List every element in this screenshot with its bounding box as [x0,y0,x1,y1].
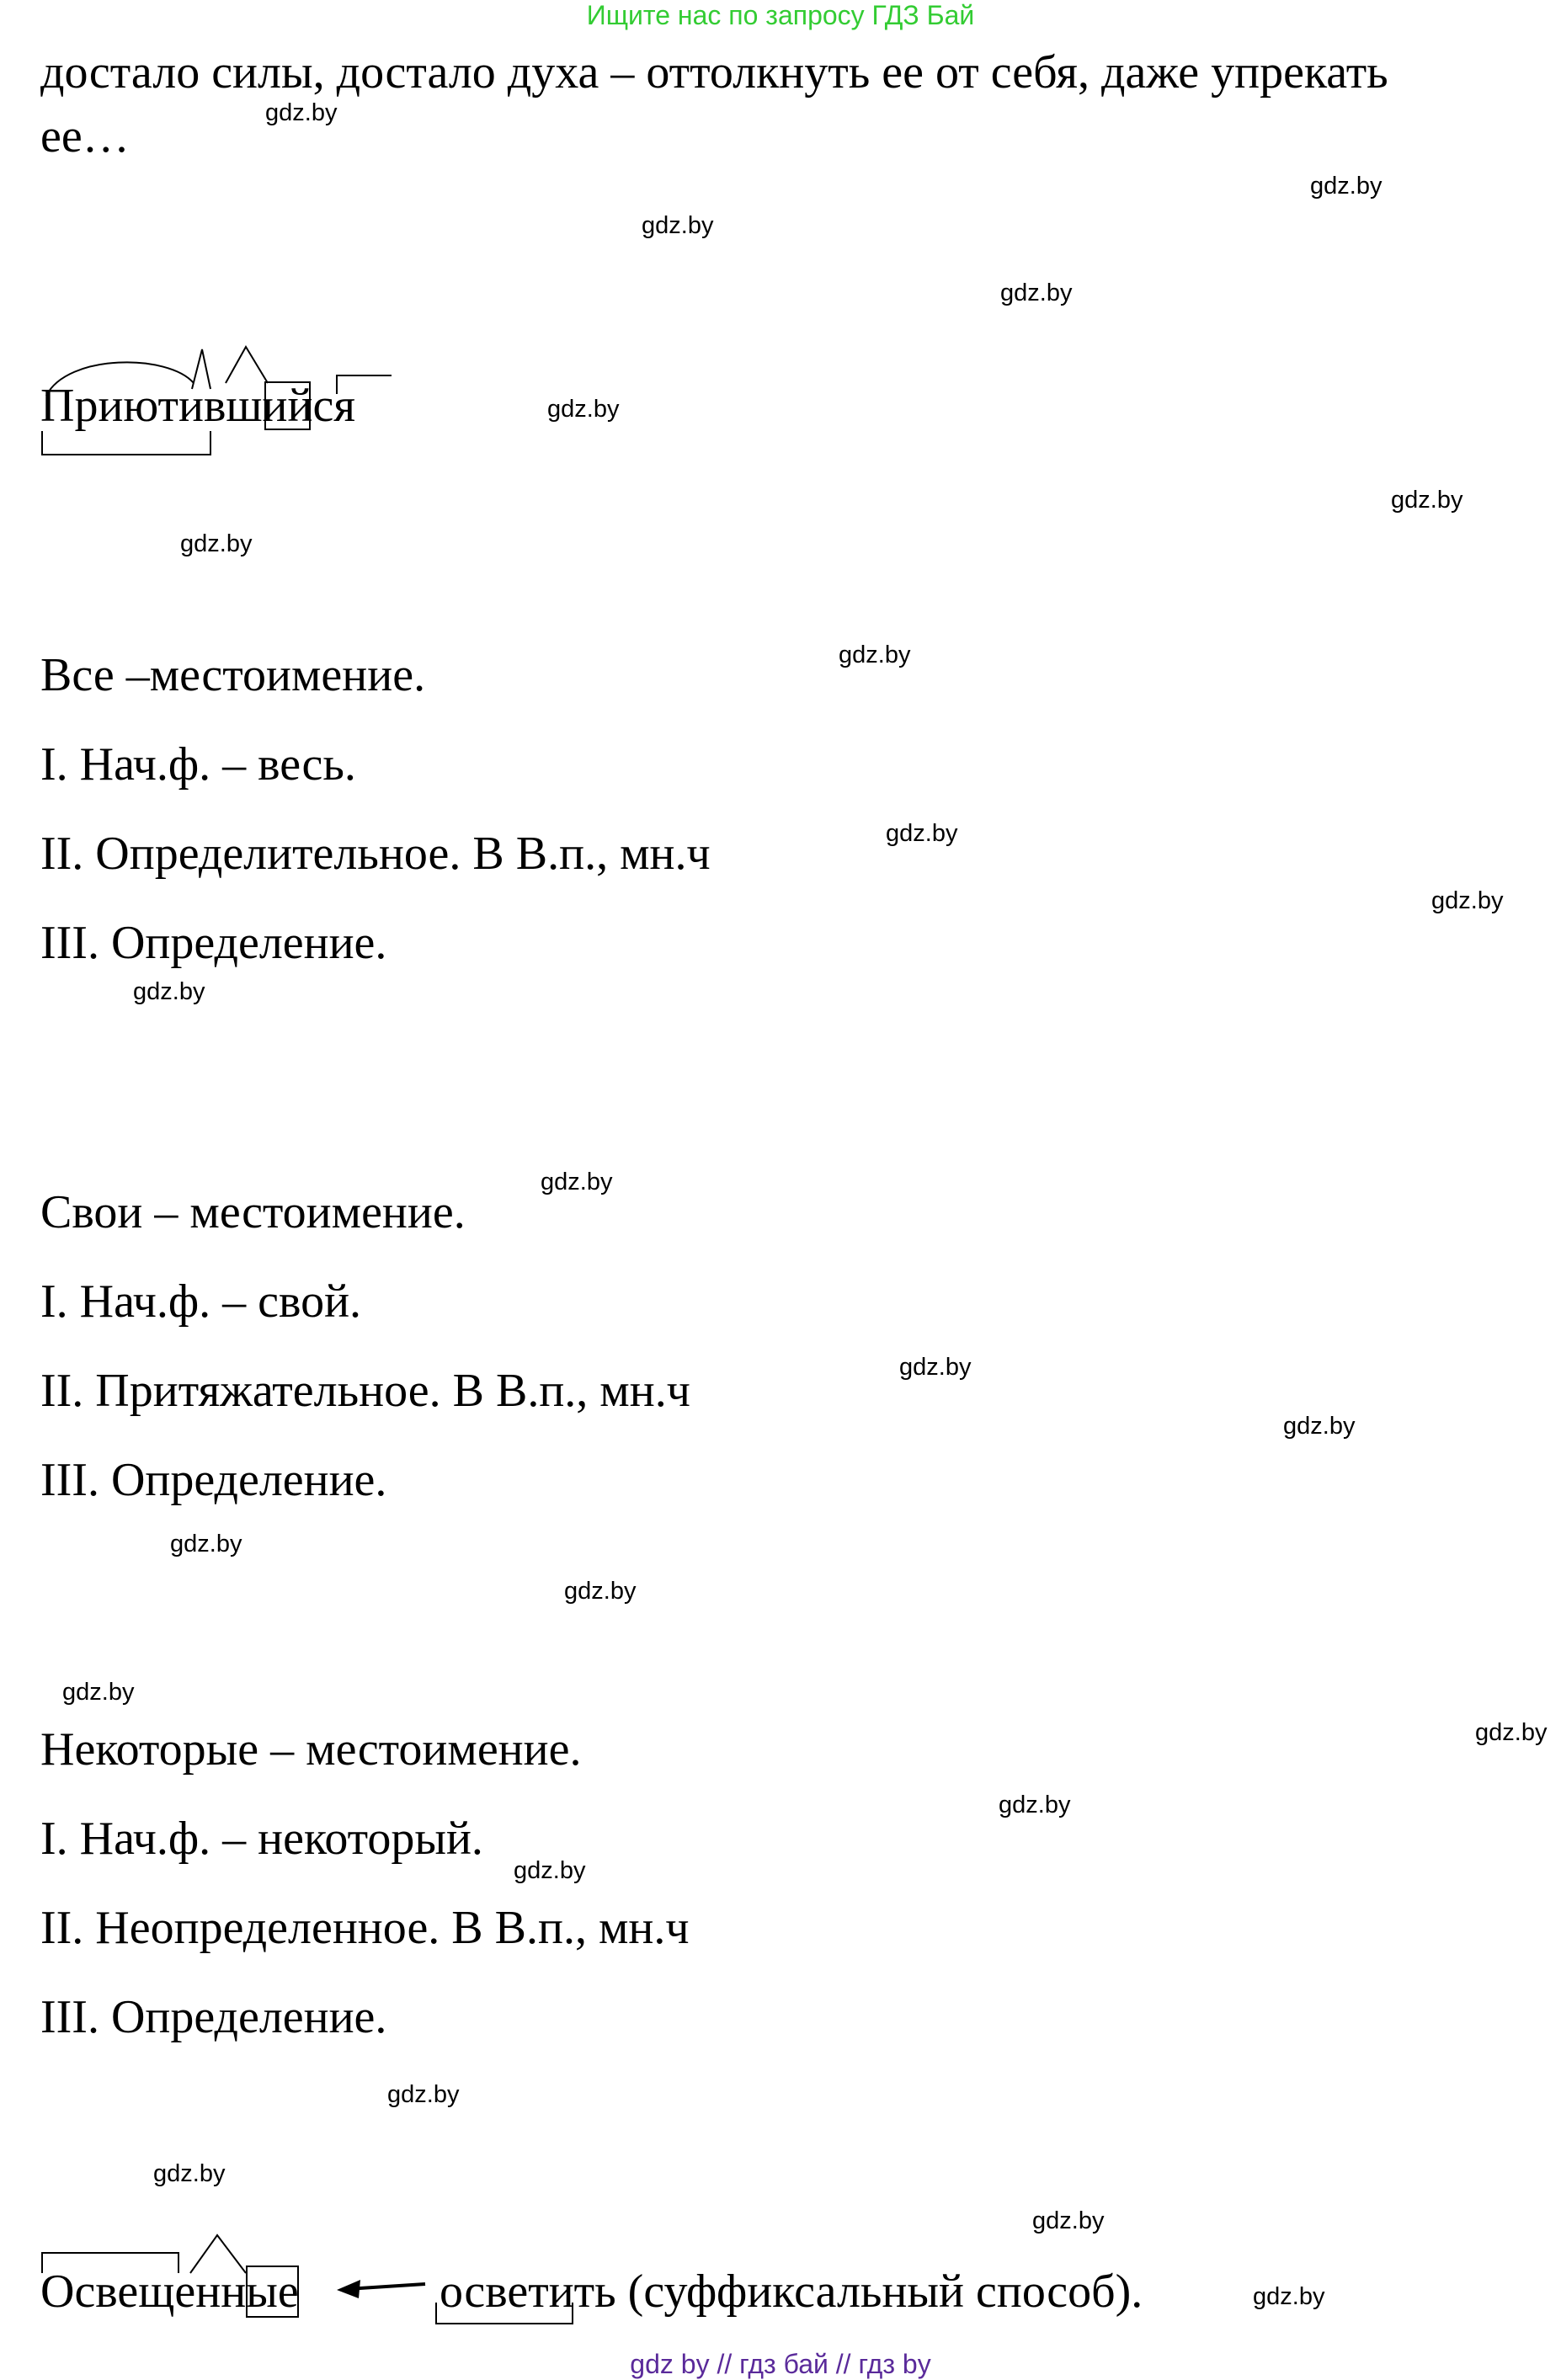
morph-word-priyutivshiysya [40,379,355,433]
suffix-mark-2 [226,347,268,383]
watermark: gdz.by [1032,2207,1105,2234]
morph-source: осветить (суффиксальный способ). [440,2266,1143,2318]
watermark: gdz.by [999,1792,1071,1818]
morph-ending: ий [262,380,313,432]
watermark: gdz.by [265,99,338,126]
intro-line-1: достало силы, достало духа – оттолкнуть ее от себя, даже упрекать [40,46,1388,99]
watermark: gdz.by [1000,280,1073,306]
footer-links[interactable]: gdz by // гдз бай // гдз by [630,2349,931,2379]
top-banner[interactable]: Ищите нас по запросу ГДЗ Бай [586,0,975,30]
arrow-head-icon [337,2280,360,2298]
intro-line-2: ее… [40,110,130,162]
watermark: gdz.by [1475,1719,1548,1746]
watermark: gdz.by [839,642,911,668]
vse-line-1: I. Нач.ф. – весь. [40,738,356,791]
nekotorye-title: Некоторые – местоимение. [40,1723,582,1776]
watermark: gdz.by [153,2160,226,2187]
watermark: gdz.by [387,2081,460,2108]
vse-title: Все –местоимение. [40,649,426,701]
watermark: gdz.by [899,1354,972,1381]
vse-line-3: III. Определение. [40,917,387,969]
watermark: gdz.by [642,212,714,239]
svoi-title: Свои – местоимение. [40,1186,466,1238]
watermark: gdz.by [564,1578,637,1605]
svoi-line-3: III. Определение. [40,1454,387,1506]
morph-ending: ые [246,2266,299,2318]
watermark: gdz.by [1431,887,1504,914]
derivation-arrow-line [347,2284,425,2289]
vse-line-2: II. Определительное. В В.п., мн.ч [40,828,711,880]
morph-stem: Освещенн [40,2266,247,2318]
morph-postfix: ся [312,380,356,432]
watermark: gdz.by [514,1857,586,1884]
watermark: gdz.by [170,1531,242,1557]
nekotorye-line-1: I. Нач.ф. – некоторый. [40,1813,483,1865]
watermark: gdz.by [1391,487,1463,514]
svoi-line-1: I. Нач.ф. – свой. [40,1275,362,1328]
watermark: gdz.by [886,820,958,847]
nekotorye-line-2: II. Неопределенное. В В.п., мн.ч [40,1902,690,1954]
watermark: gdz.by [62,1679,135,1706]
watermark: gdz.by [541,1169,613,1195]
watermark: gdz.by [133,978,205,1005]
watermark: gdz.by [180,530,253,557]
watermark: gdz.by [547,396,620,423]
watermark: gdz.by [1283,1413,1356,1440]
svoi-line-2: II. Притяжательное. В В.п., мн.ч [40,1365,690,1417]
watermark: gdz.by [1310,173,1383,200]
morph-prefix-stem: Приютивш [40,380,263,432]
nekotorye-line-3: III. Определение. [40,1991,387,2043]
stem-bracket [42,431,210,455]
watermark: gdz.by [1253,2283,1325,2310]
morph-word-osveshchennye [40,2265,299,2319]
